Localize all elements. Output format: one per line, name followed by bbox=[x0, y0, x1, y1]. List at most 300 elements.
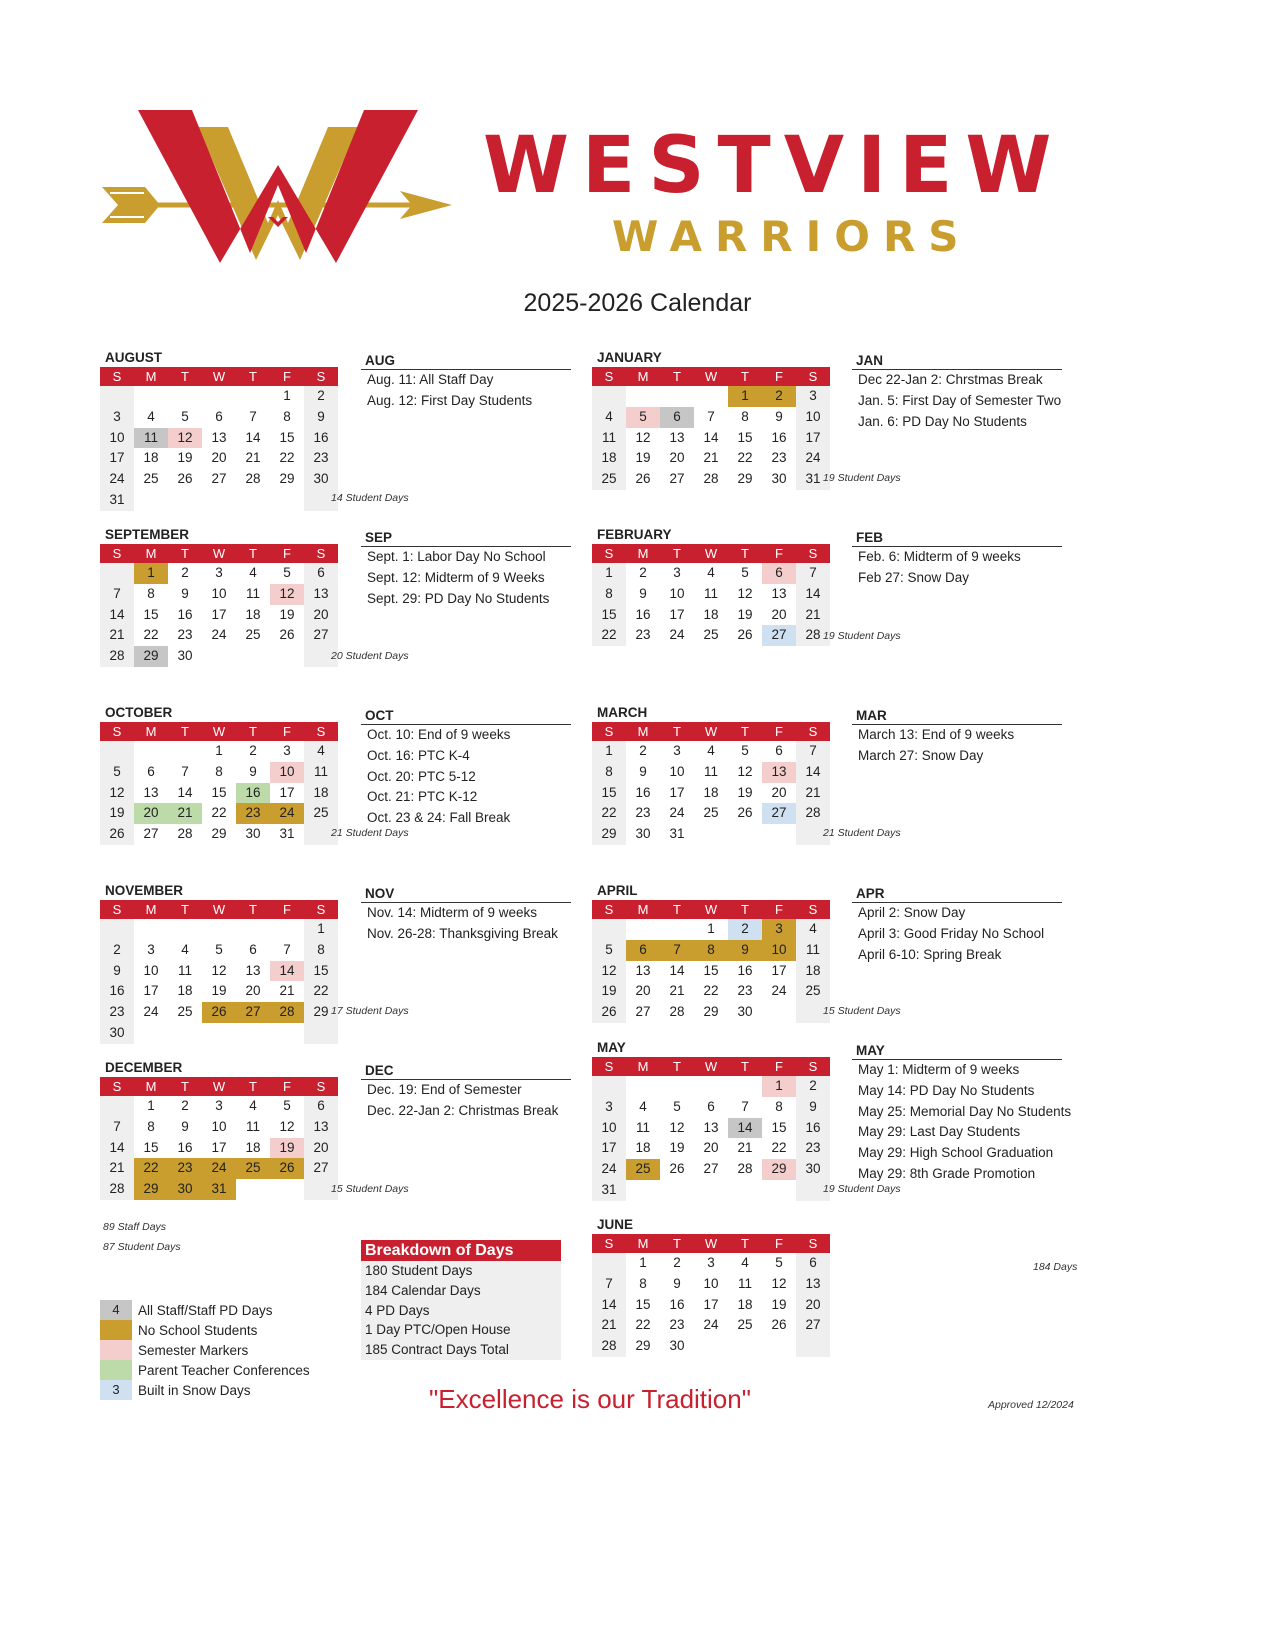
day-cell: 12 bbox=[635, 429, 651, 445]
day-cell: 10 bbox=[270, 762, 304, 783]
day-cell bbox=[270, 919, 304, 940]
week-row bbox=[100, 1179, 338, 1200]
legend-item bbox=[100, 1300, 310, 1320]
day-cell: 5 bbox=[283, 565, 291, 580]
day-cell: 10 bbox=[211, 1118, 227, 1134]
student-days-count: 14 Student Days bbox=[331, 492, 409, 504]
week-row bbox=[592, 1295, 830, 1316]
day-cell bbox=[728, 1336, 762, 1357]
month-notes-apr bbox=[852, 883, 1062, 965]
day-cell bbox=[660, 1180, 694, 1201]
day-cell: 6 bbox=[317, 1098, 325, 1113]
month-jun bbox=[592, 1216, 832, 1357]
day-cell bbox=[660, 1076, 694, 1097]
month-calendar bbox=[592, 900, 830, 1023]
breakdown-line: 185 Contract Days Total bbox=[361, 1340, 561, 1360]
day-cell: 30 bbox=[771, 471, 787, 487]
day-header: F bbox=[283, 1079, 291, 1094]
day-cell: 9 bbox=[249, 763, 257, 779]
week-row bbox=[592, 981, 830, 1002]
day-cell: 18 bbox=[313, 784, 329, 800]
day-cell: 13 bbox=[211, 429, 227, 445]
week-row bbox=[592, 803, 830, 824]
day-cell: 8 bbox=[283, 408, 291, 424]
day-cell: 6 bbox=[147, 763, 155, 779]
day-cell bbox=[202, 646, 236, 667]
westview-warriors-logo bbox=[100, 105, 470, 275]
day-cell: 18 bbox=[703, 784, 719, 800]
day-cell bbox=[270, 1179, 304, 1200]
day-header: S bbox=[604, 724, 614, 739]
day-header: T bbox=[673, 724, 681, 739]
day-cell: 25 bbox=[737, 1317, 753, 1333]
day-cell: 24 bbox=[771, 983, 787, 999]
day-cell: 2 bbox=[809, 1078, 817, 1093]
day-cell: 18 bbox=[245, 606, 261, 622]
day-cell: 10 bbox=[805, 408, 821, 424]
day-header: S bbox=[808, 546, 818, 561]
day-cell: 10 bbox=[143, 962, 159, 978]
week-row bbox=[592, 940, 830, 961]
day-cell: 8 bbox=[215, 763, 223, 779]
day-cell: 19 bbox=[737, 784, 753, 800]
legend-item bbox=[100, 1320, 310, 1340]
day-cell: 25 bbox=[805, 983, 821, 999]
day-cell: 29 bbox=[211, 826, 227, 842]
day-cell: 6 bbox=[762, 563, 796, 584]
month-calendar bbox=[100, 900, 338, 1044]
day-cell: 12 bbox=[601, 962, 617, 978]
notes-heading: APR bbox=[852, 883, 1062, 903]
day-header: S bbox=[316, 902, 326, 917]
day-cell: 28 bbox=[805, 627, 821, 643]
day-cell: 2 bbox=[639, 743, 647, 758]
day-cell bbox=[168, 1023, 202, 1044]
legend-swatch bbox=[100, 1360, 132, 1380]
note-line: Oct. 16: PTC K-4 bbox=[367, 747, 470, 763]
month-name: APRIL bbox=[597, 883, 638, 898]
day-cell bbox=[236, 386, 270, 407]
day-cell bbox=[762, 1002, 796, 1023]
day-cell: 20 bbox=[771, 784, 787, 800]
day-cell: 13 bbox=[313, 585, 329, 601]
month-apr bbox=[592, 882, 832, 1023]
notes-heading: DEC bbox=[361, 1060, 571, 1080]
day-header: T bbox=[741, 369, 749, 384]
day-cell bbox=[728, 1180, 762, 1201]
day-cell: 29 bbox=[134, 1179, 168, 1200]
day-cell: 29 bbox=[601, 826, 617, 842]
day-cell: 20 bbox=[669, 450, 685, 466]
day-cell: 2 bbox=[673, 1255, 681, 1270]
day-cell: 9 bbox=[809, 1098, 817, 1114]
day-cell: 16 bbox=[635, 784, 651, 800]
day-cell: 9 bbox=[317, 408, 325, 424]
day-cell: 4 bbox=[605, 408, 613, 424]
day-cell: 7 bbox=[741, 1098, 749, 1114]
day-cell: 8 bbox=[639, 1275, 647, 1291]
day-header: S bbox=[808, 724, 818, 739]
day-cell bbox=[236, 919, 270, 940]
day-cell: 10 bbox=[211, 585, 227, 601]
day-cell: 25 bbox=[236, 1158, 270, 1179]
day-cell: 7 bbox=[181, 763, 189, 779]
day-cell: 15 bbox=[737, 429, 753, 445]
day-cell bbox=[236, 1023, 270, 1044]
day-cell: 21 bbox=[245, 450, 261, 466]
week-row bbox=[100, 1138, 338, 1159]
legend-swatch: 3 bbox=[100, 1380, 132, 1400]
day-header: S bbox=[808, 369, 818, 384]
day-cell: 9 bbox=[728, 940, 762, 961]
day-cell: 14 bbox=[728, 1118, 762, 1139]
day-cell: 28 bbox=[245, 471, 261, 487]
day-header: T bbox=[181, 902, 189, 917]
note-line: April 6-10: Spring Break bbox=[858, 946, 1002, 962]
note-line: March 27: Snow Day bbox=[858, 747, 984, 763]
day-cell bbox=[168, 741, 202, 762]
day-header: M bbox=[145, 369, 157, 384]
day-cell: 23 bbox=[805, 1140, 821, 1156]
day-header: W bbox=[212, 546, 226, 561]
legend-item bbox=[100, 1340, 310, 1360]
day-header: T bbox=[741, 1236, 749, 1251]
notes-heading: JAN bbox=[852, 350, 1062, 370]
month-calendar bbox=[592, 1057, 830, 1201]
day-cell: 17 bbox=[703, 1296, 719, 1312]
day-cell: 24 bbox=[669, 805, 685, 821]
day-header: W bbox=[212, 724, 226, 739]
day-cell: 30 bbox=[737, 1004, 753, 1020]
note-line: Nov. 14: Midterm of 9 weeks bbox=[367, 905, 538, 920]
day-cell: 28 bbox=[109, 648, 125, 664]
day-cell: 25 bbox=[601, 471, 617, 487]
day-cell: 15 bbox=[211, 784, 227, 800]
student-days-count: 184 Days bbox=[1033, 1261, 1078, 1273]
day-header-row bbox=[100, 544, 338, 563]
day-cell: 25 bbox=[313, 805, 329, 821]
week-row bbox=[100, 783, 338, 804]
breakdown-of-days bbox=[361, 1240, 561, 1360]
week-row bbox=[592, 1138, 830, 1159]
day-cell: 6 bbox=[809, 1255, 817, 1270]
day-cell: 21 bbox=[669, 983, 685, 999]
day-cell: 3 bbox=[809, 388, 817, 403]
day-cell: 20 bbox=[703, 1140, 719, 1156]
day-cell: 31 bbox=[279, 826, 295, 842]
day-cell: 30 bbox=[245, 826, 261, 842]
day-cell: 22 bbox=[601, 805, 617, 821]
week-row bbox=[592, 741, 830, 762]
day-cell bbox=[100, 563, 134, 584]
note-line: May 29: 8th Grade Promotion bbox=[858, 1165, 1036, 1181]
day-cell: 3 bbox=[113, 408, 121, 424]
notes-heading: MAY bbox=[852, 1040, 1062, 1060]
week-row bbox=[592, 428, 830, 449]
day-cell: 3 bbox=[762, 919, 796, 940]
month-notes-nov bbox=[361, 883, 571, 945]
week-row bbox=[100, 469, 338, 490]
day-cell: 4 bbox=[249, 1098, 257, 1113]
day-cell: 21 bbox=[109, 1160, 125, 1176]
week-row bbox=[592, 1274, 830, 1295]
day-cell: 30 bbox=[177, 648, 193, 664]
day-header: T bbox=[673, 546, 681, 561]
day-header: S bbox=[808, 1059, 818, 1074]
day-cell: 12 bbox=[270, 584, 304, 605]
day-cell: 9 bbox=[775, 408, 783, 424]
day-cell: 27 bbox=[762, 803, 796, 824]
day-header: T bbox=[181, 724, 189, 739]
month-name: MAY bbox=[597, 1040, 626, 1055]
month-jan bbox=[592, 349, 832, 490]
week-row bbox=[592, 762, 830, 783]
student-days-count: 15 Student Days bbox=[331, 1183, 409, 1195]
day-header-row bbox=[100, 1077, 338, 1096]
day-cell: 2 bbox=[639, 565, 647, 580]
day-cell: 1 bbox=[707, 921, 715, 936]
day-cell: 6 bbox=[707, 1098, 715, 1114]
day-header: F bbox=[775, 1059, 783, 1074]
day-cell: 13 bbox=[143, 784, 159, 800]
day-cell: 17 bbox=[601, 1140, 617, 1156]
day-cell: 13 bbox=[245, 962, 261, 978]
day-cell bbox=[304, 1023, 338, 1044]
day-cell: 17 bbox=[211, 606, 227, 622]
day-header: W bbox=[212, 369, 226, 384]
day-cell: 24 bbox=[669, 627, 685, 643]
day-cell: 23 bbox=[737, 983, 753, 999]
day-cell: 17 bbox=[771, 962, 787, 978]
month-oct bbox=[100, 704, 340, 845]
day-cell: 13 bbox=[771, 585, 787, 601]
day-cell: 6 bbox=[317, 565, 325, 580]
day-cell: 23 bbox=[669, 1317, 685, 1333]
notes-heading: AUG bbox=[361, 350, 571, 370]
day-cell: 1 bbox=[728, 386, 762, 407]
day-cell: 16 bbox=[177, 606, 193, 622]
month-name: OCTOBER bbox=[105, 705, 173, 720]
week-row bbox=[100, 741, 338, 762]
breakdown-line: 4 PD Days bbox=[361, 1301, 561, 1321]
day-cell bbox=[592, 1253, 626, 1274]
note-line: Aug. 11: All Staff Day bbox=[367, 372, 494, 387]
week-row bbox=[592, 824, 830, 845]
legend-label: Parent Teacher Conferences bbox=[138, 1362, 310, 1378]
week-row bbox=[100, 428, 338, 449]
day-header: M bbox=[637, 1059, 649, 1074]
day-cell: 15 bbox=[313, 962, 329, 978]
day-cell bbox=[134, 919, 168, 940]
week-row bbox=[592, 1336, 830, 1357]
day-cell: 15 bbox=[143, 1139, 159, 1155]
month-name: MARCH bbox=[597, 705, 648, 720]
day-cell: 24 bbox=[805, 450, 821, 466]
day-header: W bbox=[704, 1236, 718, 1251]
day-cell: 24 bbox=[211, 627, 227, 643]
day-cell bbox=[270, 1023, 304, 1044]
day-cell: 23 bbox=[109, 1004, 125, 1020]
day-header: F bbox=[775, 1236, 783, 1251]
day-cell: 15 bbox=[601, 606, 617, 622]
notes-heading: SEP bbox=[361, 527, 571, 547]
day-header: T bbox=[249, 369, 257, 384]
day-cell: 6 bbox=[215, 408, 223, 424]
day-cell: 4 bbox=[809, 921, 817, 936]
day-cell: 27 bbox=[211, 471, 227, 487]
week-row bbox=[592, 563, 830, 584]
day-cell: 5 bbox=[181, 408, 189, 424]
day-cell bbox=[202, 490, 236, 511]
day-cell: 3 bbox=[215, 1098, 223, 1113]
day-cell: 25 bbox=[703, 627, 719, 643]
week-row bbox=[100, 1117, 338, 1138]
day-header-row bbox=[100, 367, 338, 386]
day-cell: 22 bbox=[279, 450, 295, 466]
day-header: W bbox=[212, 902, 226, 917]
day-cell bbox=[236, 646, 270, 667]
day-cell: 9 bbox=[639, 763, 647, 779]
day-cell: 18 bbox=[703, 606, 719, 622]
day-header-row bbox=[592, 1234, 830, 1253]
day-header-row bbox=[100, 900, 338, 919]
day-cell: 4 bbox=[639, 1098, 647, 1114]
day-header: T bbox=[741, 902, 749, 917]
day-cell: 26 bbox=[737, 627, 753, 643]
day-cell: 14 bbox=[245, 429, 261, 445]
breakdown-title: Breakdown of Days bbox=[361, 1240, 561, 1261]
day-cell: 15 bbox=[601, 784, 617, 800]
day-header: T bbox=[741, 724, 749, 739]
day-header: T bbox=[673, 369, 681, 384]
day-cell: 6 bbox=[775, 743, 783, 758]
day-cell: 1 bbox=[605, 743, 613, 758]
day-cell bbox=[236, 1179, 270, 1200]
week-row bbox=[592, 1097, 830, 1118]
day-cell: 2 bbox=[762, 386, 796, 407]
day-cell: 1 bbox=[762, 1076, 796, 1097]
day-cell bbox=[270, 490, 304, 511]
day-cell: 20 bbox=[313, 606, 329, 622]
day-cell: 26 bbox=[737, 805, 753, 821]
day-header: T bbox=[673, 1059, 681, 1074]
day-cell: 19 bbox=[601, 983, 617, 999]
day-cell bbox=[728, 1076, 762, 1097]
day-cell: 13 bbox=[762, 762, 796, 783]
day-cell: 27 bbox=[635, 1004, 651, 1020]
total-staff-days: 89 Staff Days bbox=[103, 1221, 167, 1233]
day-header: M bbox=[637, 369, 649, 384]
notes-heading: MAR bbox=[852, 705, 1062, 725]
month-dec bbox=[100, 1059, 340, 1200]
day-cell: 1 bbox=[639, 1255, 647, 1270]
day-cell: 2 bbox=[728, 919, 762, 940]
day-cell: 11 bbox=[703, 763, 718, 779]
day-header-row bbox=[592, 544, 830, 563]
day-header: T bbox=[249, 546, 257, 561]
month-notes-dec bbox=[361, 1060, 571, 1122]
day-cell bbox=[626, 1180, 660, 1201]
note-line: Sept. 12: Midterm of 9 Weeks bbox=[367, 569, 545, 585]
day-cell: 14 bbox=[270, 961, 304, 982]
day-cell: 13 bbox=[313, 1118, 329, 1134]
month-aug bbox=[100, 349, 340, 511]
day-header: S bbox=[604, 546, 614, 561]
day-cell: 25 bbox=[143, 471, 159, 487]
day-cell: 28 bbox=[270, 1002, 304, 1023]
day-cell: 26 bbox=[635, 471, 651, 487]
day-cell: 21 bbox=[279, 983, 295, 999]
day-cell: 14 bbox=[669, 962, 685, 978]
week-row bbox=[592, 1315, 830, 1336]
week-row bbox=[100, 490, 338, 511]
day-cell bbox=[100, 1096, 134, 1117]
day-cell: 17 bbox=[279, 784, 295, 800]
day-cell bbox=[626, 386, 660, 407]
day-cell: 8 bbox=[147, 1118, 155, 1134]
week-row bbox=[100, 1096, 338, 1117]
day-cell: 21 bbox=[703, 450, 719, 466]
day-header: F bbox=[775, 724, 783, 739]
day-cell: 25 bbox=[245, 627, 261, 643]
day-cell: 10 bbox=[762, 940, 796, 961]
day-cell bbox=[202, 1023, 236, 1044]
day-cell bbox=[694, 1076, 728, 1097]
month-notes-feb bbox=[852, 527, 1062, 589]
day-cell: 3 bbox=[215, 565, 223, 580]
day-cell: 13 bbox=[805, 1275, 821, 1291]
day-header: T bbox=[181, 546, 189, 561]
note-line: Oct. 20: PTC 5-12 bbox=[367, 768, 476, 784]
day-cell bbox=[270, 646, 304, 667]
day-cell: 22 bbox=[737, 450, 753, 466]
day-cell: 18 bbox=[177, 983, 193, 999]
day-cell: 30 bbox=[313, 471, 329, 487]
student-days-count: 19 Student Days bbox=[823, 630, 901, 642]
day-cell: 12 bbox=[279, 1118, 295, 1134]
day-header: M bbox=[637, 724, 649, 739]
week-row bbox=[592, 1118, 830, 1139]
day-cell: 23 bbox=[177, 627, 193, 643]
note-line: May 25: Memorial Day No Students bbox=[858, 1103, 1072, 1119]
day-cell bbox=[660, 919, 694, 940]
day-cell bbox=[592, 386, 626, 407]
day-cell: 7 bbox=[605, 1275, 613, 1291]
day-cell: 21 bbox=[601, 1317, 617, 1333]
day-header: T bbox=[249, 902, 257, 917]
day-header: S bbox=[604, 1236, 614, 1251]
day-cell: 17 bbox=[211, 1139, 227, 1155]
note-line: Aug. 12: First Day Students bbox=[367, 392, 533, 408]
note-line: Nov. 26-28: Thanksgiving Break bbox=[367, 925, 558, 941]
month-notes-may bbox=[852, 1040, 1072, 1185]
month-calendar bbox=[100, 722, 338, 845]
day-cell: 19 bbox=[211, 983, 227, 999]
note-line: March 13: End of 9 weeks bbox=[858, 727, 1015, 742]
day-cell: 13 bbox=[635, 962, 651, 978]
day-header-row bbox=[592, 722, 830, 741]
month-notes-mar bbox=[852, 705, 1062, 767]
month-name: JUNE bbox=[597, 1217, 634, 1232]
day-cell: 29 bbox=[279, 471, 295, 487]
day-cell: 15 bbox=[703, 962, 719, 978]
day-cell bbox=[626, 919, 660, 940]
day-cell bbox=[592, 919, 626, 940]
note-line: Sept. 29: PD Day No Students bbox=[367, 590, 550, 606]
day-cell: 27 bbox=[313, 627, 329, 643]
month-calendar bbox=[592, 1234, 830, 1357]
day-cell: 14 bbox=[805, 763, 821, 779]
